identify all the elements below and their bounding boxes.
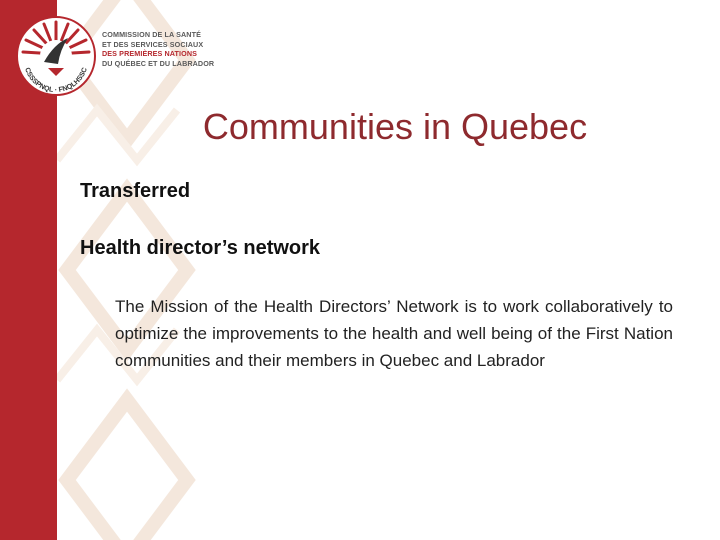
org-name-line-2: ET DES SERVICES SOCIAUX <box>102 39 204 49</box>
heading-health-directors-network: Health director’s network <box>80 237 321 259</box>
emblem-ring-text: CSSSPNQL · FNQLHSSC <box>23 66 89 95</box>
mission-paragraph: The Mission of the Health Directors’ Network is to work collaboratively to optimize the improvements to the health and well being of the First Nation communities and their members in Quebec and Labrador <box>115 297 673 370</box>
organization-name <box>102 30 222 68</box>
slide-title: Communities in Quebec <box>202 106 588 147</box>
org-name-line-3: DES PREMIÈRES NATIONS <box>102 49 198 58</box>
emblem-icon <box>14 14 98 98</box>
organization-logo <box>14 14 214 104</box>
org-name-line-1: COMMISSION DE LA SANTÉ <box>102 30 201 39</box>
heading-transferred: Transferred <box>80 180 191 202</box>
org-name-line-4: DU QUÉBEC ET DU LABRADOR <box>102 58 215 68</box>
